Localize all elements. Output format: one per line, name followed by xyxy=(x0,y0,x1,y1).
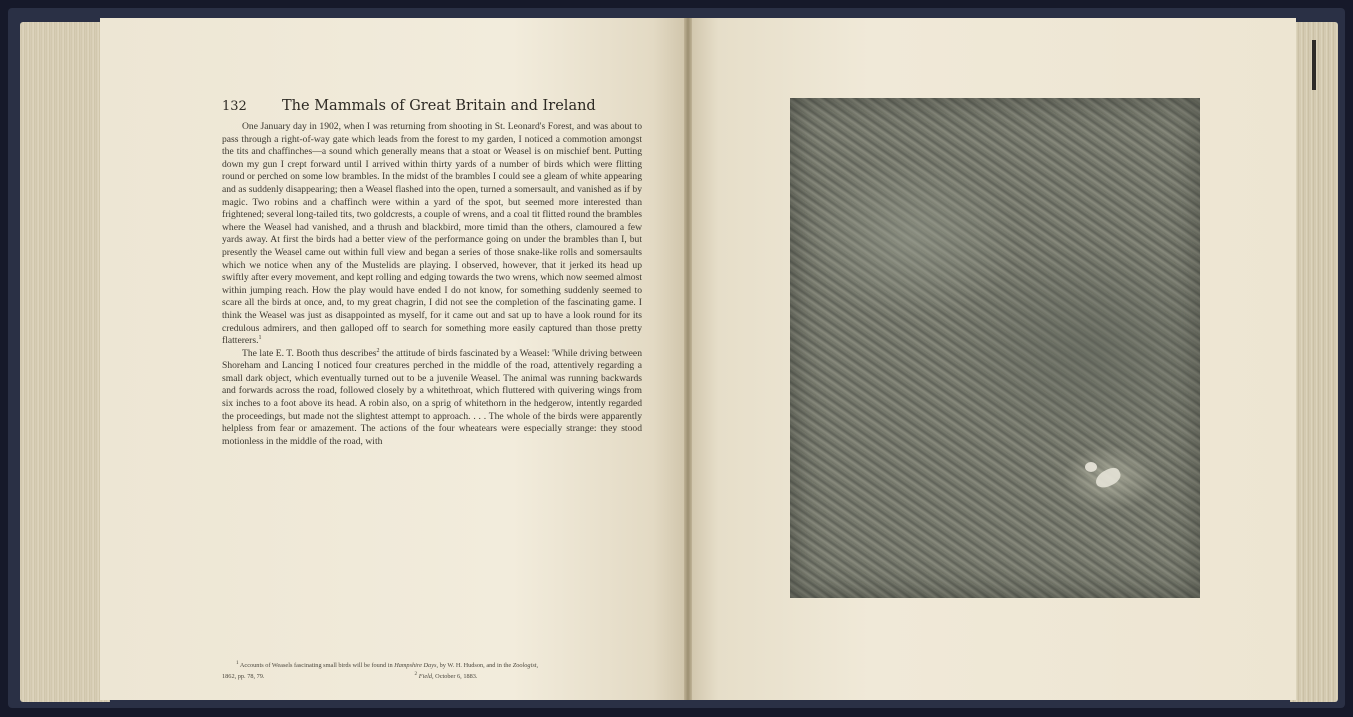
footnote-2-mark: 2 xyxy=(414,671,418,678)
page-number: 132 xyxy=(222,99,247,114)
footnote-1-mark: 1 xyxy=(236,660,239,666)
footnote-1-cont xyxy=(222,670,642,681)
footnote-1-italic-2: Zoologist, xyxy=(512,662,539,670)
footnote-2-text: October 6, 1883. xyxy=(435,673,478,681)
photographic-plate xyxy=(790,98,1200,598)
footnotes xyxy=(222,659,642,681)
footnote-1-italic: Hampshire Days, xyxy=(394,662,439,670)
running-head xyxy=(222,98,642,114)
footnote-1 xyxy=(222,659,642,670)
book-gutter xyxy=(684,18,692,700)
footnote-1-end: 1862, pp. 78, 79. xyxy=(222,673,265,681)
footnote-2-italic: Field, xyxy=(418,673,434,681)
paragraph-1-text: One January day in 1902, when I was returning from shooting in St. Leonard's Forest, and was about to pass through a right-of-way gate which leads from the forest to my garden, I noticed a commotion amongst the tits and chaffinches—a sound which generally means that a stoat or Weasel is on mischief bent. Putting down my gun I crept forward until I arrived within thirty yards of a number of birds which were flitting round or perched on some low brambles. In the midst of the brambles I could see a gleam of white appearing and as suddenly disappearing; then a Weasel flashed into the open, turned a somersault, and vanished as if by magic. Two robins and a chaffinch were within a yard of the spot, but seemed more interested than frightened; several long-tailed tits, two goldcrests, a couple of wrens, and a coal tit flitted round the brambles where the Weasel had vanished, and a thrush and blackbird, more timid than the others, clamoured a few yards away. At first the birds had a better view of the performance going on under the brambles than I, but presently the Weasel came out within full view and began a series of those snake-like rolls and somersaults which we notice when any of the Mustelids are playing. I observed, however, that it jerked its head up swiftly after every movement, and kept rolling and edging towards the two wrens, which now seemed almost within jumping reach. How the play would have ended I do not know, for something suddenly seemed to scare all the birds at once, and, to my great chagrin, I did not see the completion of the fascinating game. I think the Weasel was just as disappointed as myself, for it came out and sat up to have a look round for its credulous admirers, and then galloped off to search for something more easily captured than those pretty flatterers. xyxy=(222,121,642,347)
weasel-head xyxy=(1085,462,1097,472)
paragraph-2-text-b: the attitude of birds fascinated by a Weasel: 'While driving between Shoreham and Lancing I noticed four creatures perched in the middle of the road, attentively regarding a small dark object, which eventually turned out to be a juvenile Weasel. The animal was running backwards and forwards across the road, followed closely by a whitethroat, which fluttered with quivering wings from six inches to a foot above its head. A robin also, on a sprig of whitethorn in the hedgerow, intently regarded the proceedings, but made not the slightest attempt to approach. . . . The whole of the birds were apparently helpless from fear or amazement. The actions of the four wheatears were especially strange: they stood motionless in the middle of the road, with xyxy=(222,347,642,447)
footnote-1-rest: by W. H. Hudson, and in the xyxy=(439,662,512,670)
paragraph-2 xyxy=(222,348,642,449)
running-title: The Mammals of Great Britain and Ireland xyxy=(282,98,596,114)
page-edges-left xyxy=(20,22,110,702)
footnote-ref-1: 1 xyxy=(258,334,262,341)
page-edges-right xyxy=(1290,22,1338,702)
footnote-1-text: Accounts of Weasels fascinating small birds will be found in xyxy=(239,662,393,670)
footnote-ref-2: 2 xyxy=(376,347,380,354)
paragraph-2-text-a: The late E. T. Booth thus describes xyxy=(242,347,377,359)
bookmark-ribbon xyxy=(1312,40,1316,90)
body-text xyxy=(222,121,642,448)
paragraph-1 xyxy=(222,121,642,348)
